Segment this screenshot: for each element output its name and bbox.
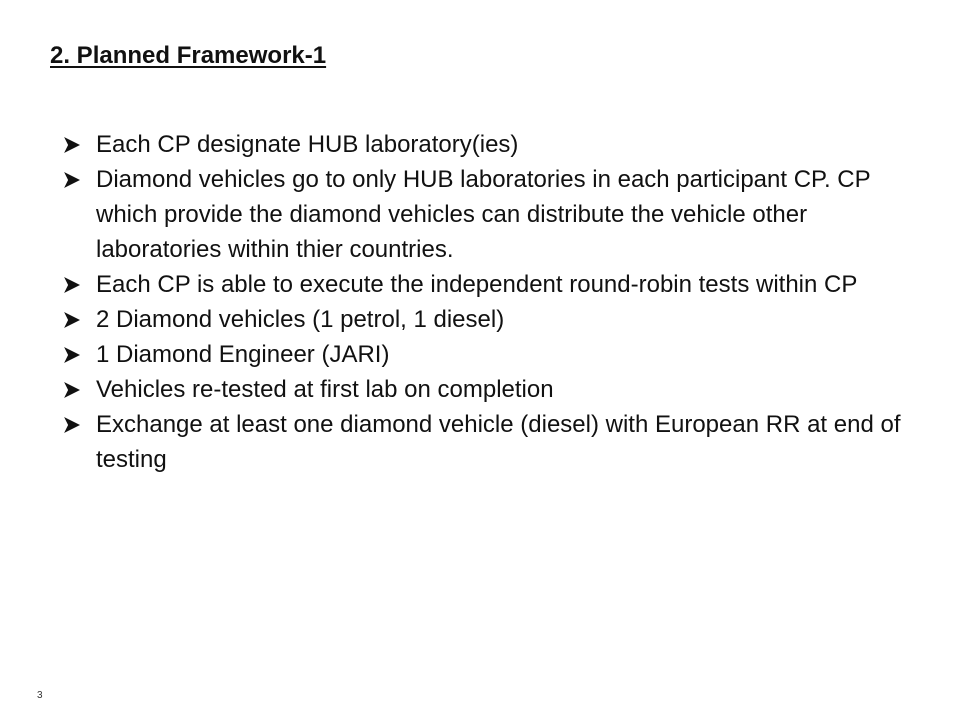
arrowhead-bullet-icon [62, 415, 82, 435]
bullet-item [62, 372, 902, 407]
arrowhead-bullet-icon [62, 170, 82, 190]
bullet-text: Each CP designate HUB laboratory(ies) [96, 131, 519, 158]
bullet-text: Exchange at least one diamond vehicle (diesel) with European RR at end of testing [96, 411, 901, 473]
bullet-text: Each CP is able to execute the independent round-robin tests within CP [96, 271, 858, 298]
bullet-item [62, 162, 902, 267]
page-number: 3 [37, 690, 43, 701]
arrowhead-bullet-icon [62, 380, 82, 400]
bullet-text: 1 Diamond Engineer (JARI) [96, 341, 390, 368]
bullet-item [62, 302, 902, 337]
bullet-item [62, 267, 902, 302]
bullet-item [62, 407, 902, 477]
bullet-list [62, 127, 902, 477]
arrowhead-bullet-icon [62, 135, 82, 155]
arrowhead-bullet-icon [62, 310, 82, 330]
slide-title: 2. Planned Framework-1 [50, 42, 327, 69]
bullet-text: Vehicles re-tested at first lab on completion [96, 376, 554, 403]
bullet-text: Diamond vehicles go to only HUB laboratories in each participant CP. CP which provide the diamond vehicles can distribute the vehicle other laboratories within thier countries. [96, 166, 871, 263]
bullet-item [62, 337, 902, 372]
bullet-item [62, 127, 902, 162]
arrowhead-bullet-icon [62, 345, 82, 365]
bullet-text: 2 Diamond vehicles (1 petrol, 1 diesel) [96, 306, 505, 333]
arrowhead-bullet-icon [62, 275, 82, 295]
